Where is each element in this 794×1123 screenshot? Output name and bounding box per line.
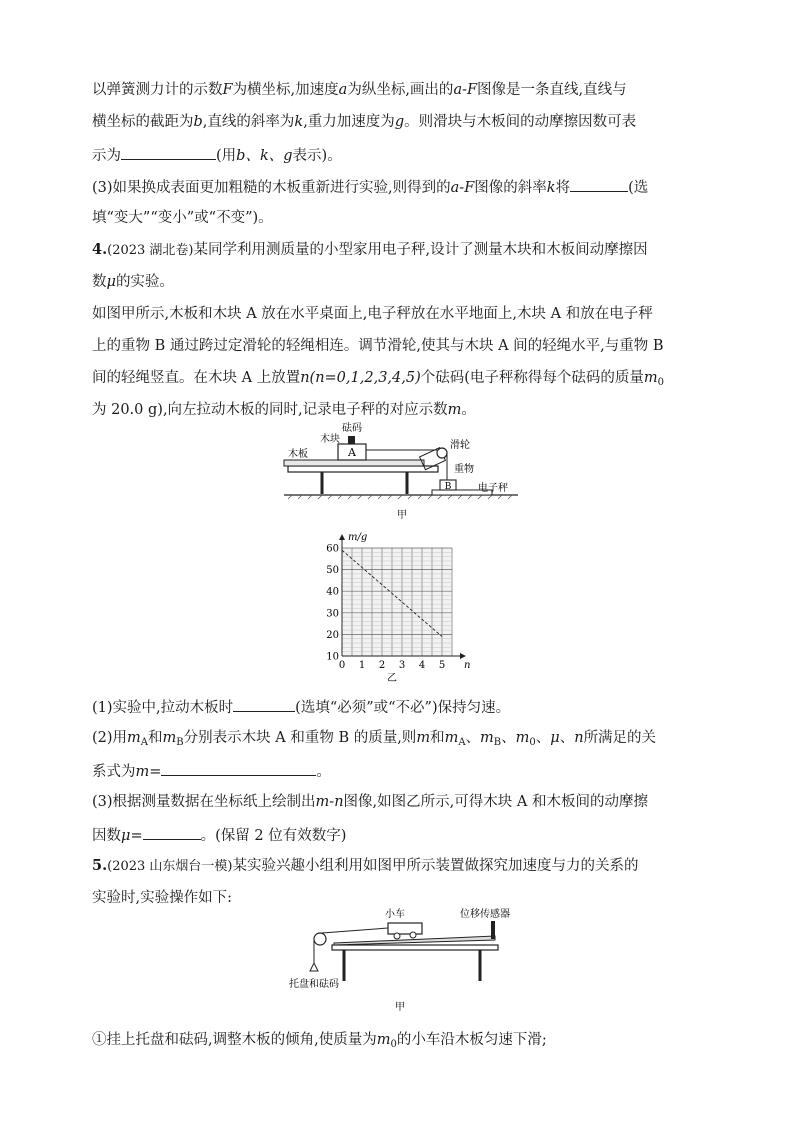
x-tick-label: 0 [338,660,346,671]
table-top-2 [332,945,498,950]
label-tray: 托盘和砝码 [289,979,339,990]
label-b: B [444,482,452,492]
text-line: (1)实验中,拉动木板时 (选填“必须”或“不必”)保持匀速。 [92,696,510,718]
label-block: 木块 [320,434,340,445]
y-tick-label: 60 [326,543,339,555]
text-line: (3)如果换成表面更加粗糙的木板重新进行实验,则得到的a-F图像的斜率k将 (选 [92,176,648,198]
tray [310,963,318,971]
text-line: 上的重物 B 通过跨过定滑轮的轻绳相连。调节滑轮,使其与木块 A 间的轻绳水平,与重物 B [92,338,664,354]
pulley-wheel [314,933,326,945]
text-line: 如图甲所示,木板和木块 A 放在水平桌面上,电子秤放在水平地面上,木块 A 和放在电子秤 [92,306,653,322]
answer-blank[interactable] [121,144,216,160]
caption-jia: 甲 [397,510,407,521]
wood-board [284,460,424,466]
label-a: A [348,446,356,459]
weight-mass [348,436,355,444]
label-heavy: 重物 [454,464,474,475]
text-line: 以弹簧测力计的示数F为横坐标,加速度a为纵坐标,画出的a-F图像是一条直线,直线与 [92,82,627,98]
label-sensor: 位移传感器 [460,909,510,920]
text-line: 数μ的实验。 [92,274,174,290]
answer-blank[interactable] [161,760,316,776]
label-board: 木板 [288,449,308,460]
x-tick-label: 1 [358,660,366,671]
displacement-sensor [491,921,495,939]
text-line: 为 20.0 g),向左拉动木板的同时,记录电子秤的对应示数m。 [92,402,476,418]
cart [388,923,422,934]
caption-jia-2: 甲 [395,1002,405,1013]
x-axis-arrow [460,653,466,659]
text-line: 实验时,实验操作如下: [92,890,232,906]
rope [322,928,388,933]
question-4-header: 4.(2023 湖北卷)某同学利用测质量的小型家用电子秤,设计了测量木块和木板间动摩擦因 [92,241,648,258]
pulley-wheel [437,448,447,458]
x-tick-label: 4 [418,660,426,671]
answer-blank[interactable] [233,696,295,712]
answer-blank[interactable] [143,824,201,840]
text-line: 系式为m= 。 [92,760,331,782]
answer-blank[interactable] [570,176,628,192]
y-axis-arrow [339,534,345,540]
label-cart: 小车 [385,909,405,920]
label-weight: 砝码 [342,423,362,434]
text-line: ①挂上托盘和砝码,调整木板的倾角,使质量为$m_0$的小车沿木板匀速下滑; [92,1032,547,1050]
label-scale: 电子秤 [478,483,508,494]
y-tick-label: 10 [326,651,339,663]
text-line: (2)用$m_A$和$m_B$分别表示木块 A 和重物 B 的质量,则m和$m_A$、$m_B$、$m_0$、μ、n所满足的关 [92,730,657,748]
y-tick-label: 30 [326,608,339,620]
m-n-chart [318,528,471,688]
y-tick-label: 40 [326,586,339,598]
text-line: 横坐标的截距为b,直线的斜率为k,重力加速度为g。则滑块与木板间的动摩擦因数可表 [92,114,637,130]
text-line: 间的轻绳竖直。在木块 A 上放置n(n=0,1,2,3,4,5)个砝码(电子秤称得每个砝码的质量$m_0$ [92,370,665,388]
y-tick-label: 20 [326,629,339,641]
cart-apparatus-figure [270,903,510,1018]
question-5-header: 5.(2023 山东烟台一模)某实验兴趣小组利用如图甲所示装置做探究加速度与力的关系的 [92,857,639,874]
x-tick-label: 2 [378,660,386,671]
text-line: (3)根据测量数据在坐标纸上绘制出m-n图像,如图乙所示,可得木块 A 和木板间的动摩擦 [92,794,648,810]
table-top [288,466,438,472]
label-pulley: 滑轮 [450,440,470,451]
x-tick-label: 5 [438,660,446,671]
text-line: 填“变大”“变小”或“不变”)。 [92,210,273,226]
x-tick-label: 3 [398,660,406,671]
text-line: 示为 (用b、k、g表示)。 [92,144,342,166]
y-axis-label: m/g [348,532,368,543]
text-line: 因数μ= 。(保留 2 位有效数字) [92,824,346,846]
y-tick-label: 50 [326,565,339,577]
caption-yi: 乙 [387,673,397,684]
x-axis-label: n [464,660,471,671]
apparatus-figure [282,420,522,520]
